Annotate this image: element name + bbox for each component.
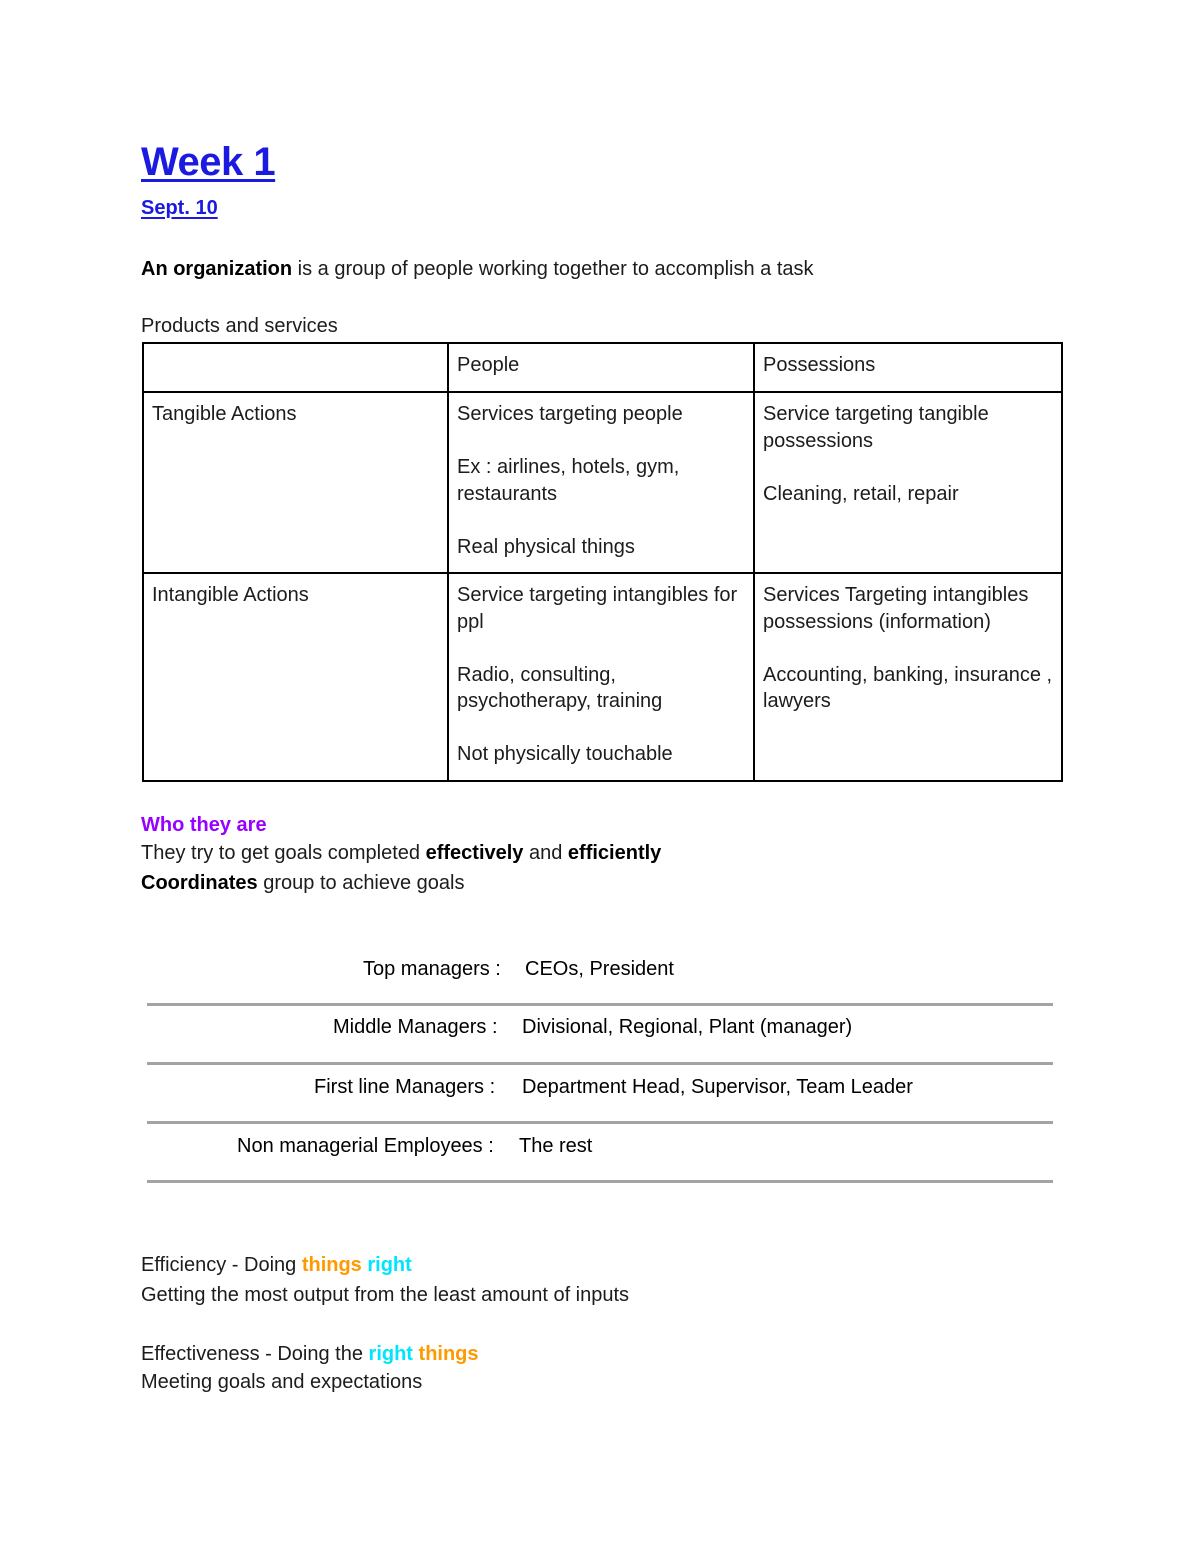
table-header-row bbox=[143, 343, 1062, 392]
cell-paragraph: Ex : airlines, hotels, gym, restaurants bbox=[457, 456, 680, 505]
coordinates-word: Coordinates bbox=[141, 872, 258, 894]
table-row-tangible bbox=[143, 392, 1062, 573]
cell-paragraph: Not physically touchable bbox=[457, 743, 673, 765]
cell-paragraph: Radio, consulting, psychotherapy, training bbox=[457, 663, 663, 712]
definition-term: An organization bbox=[141, 258, 293, 280]
page-title: Week 1 bbox=[141, 140, 276, 184]
cell-paragraph: Accounting, banking, insurance , lawyers bbox=[763, 663, 1053, 712]
hierarchy-label: Middle Managers : bbox=[333, 1016, 498, 1038]
things-word: things bbox=[301, 1254, 362, 1276]
cell-paragraph: Cleaning, retail, repair bbox=[763, 482, 959, 505]
things-word: things bbox=[418, 1343, 479, 1365]
hierarchy-label: Top managers : bbox=[363, 958, 501, 980]
effectively-word: effectively bbox=[425, 842, 524, 864]
hierarchy-divider bbox=[147, 1180, 1053, 1183]
hierarchy-value: Department Head, Supervisor, Team Leader bbox=[522, 1076, 913, 1098]
cell-paragraph: Real physical things bbox=[457, 535, 635, 558]
cell-paragraph: Service targeting tangible possessions bbox=[763, 403, 989, 452]
right-word: right bbox=[368, 1343, 413, 1365]
organization-definition bbox=[141, 256, 814, 282]
services-matrix-table bbox=[142, 342, 1063, 782]
efficiency-prefix: Efficiency - Doing bbox=[141, 1254, 302, 1276]
cell-paragraph: Service targeting intangibles for ppl bbox=[457, 584, 738, 633]
effectiveness-line bbox=[141, 1341, 479, 1367]
goals-text: They try to get goals completed bbox=[141, 842, 426, 864]
efficiency-description: Getting the most output from the least amount of inputs bbox=[141, 1284, 630, 1306]
hierarchy-divider bbox=[147, 1003, 1053, 1006]
hierarchy-row-top bbox=[147, 958, 1053, 1016]
hierarchy-label: First line Managers : bbox=[314, 1076, 496, 1098]
effectiveness-prefix: Effectiveness - Doing the bbox=[141, 1343, 369, 1365]
cell-tangible-possessions bbox=[754, 392, 1062, 573]
coordinates-line bbox=[141, 870, 465, 896]
coordinates-text: group to achieve goals bbox=[257, 872, 465, 894]
cell-paragraph: Services Targeting intangibles possessions (information) bbox=[763, 584, 1029, 633]
definition-text: is a group of people working together to accomplish a task bbox=[292, 258, 814, 280]
who-they-are-heading: Who they are bbox=[141, 814, 267, 836]
date-subtitle: Sept. 10 bbox=[141, 197, 218, 219]
hierarchy-row-non-managerial bbox=[147, 1135, 1053, 1193]
hierarchy-divider bbox=[147, 1062, 1053, 1065]
effectiveness-description: Meeting goals and expectations bbox=[141, 1371, 423, 1393]
row-label-tangible: Tangible Actions bbox=[143, 392, 448, 573]
hierarchy-value: Divisional, Regional, Plant (manager) bbox=[522, 1016, 853, 1038]
table-row-intangible bbox=[143, 573, 1062, 781]
efficiently-word: efficiently bbox=[567, 842, 662, 864]
cell-paragraph: Services targeting people bbox=[457, 403, 683, 425]
goals-line bbox=[141, 840, 661, 866]
table-header-cell-empty bbox=[143, 343, 448, 392]
hierarchy-label: Non managerial Employees : bbox=[237, 1135, 494, 1157]
hierarchy-value: The rest bbox=[519, 1135, 593, 1157]
cell-intangible-possessions bbox=[754, 573, 1062, 781]
hierarchy-divider bbox=[147, 1121, 1053, 1124]
table-header-possessions: Possessions bbox=[754, 343, 1062, 392]
cell-intangible-people bbox=[448, 573, 754, 781]
cell-tangible-people bbox=[448, 392, 754, 573]
row-label-intangible: Intangible Actions bbox=[143, 573, 448, 781]
hierarchy-row-middle bbox=[147, 1016, 1053, 1074]
products-label: Products and services bbox=[141, 315, 338, 337]
right-word: right bbox=[367, 1254, 412, 1276]
table-header-people: People bbox=[448, 343, 754, 392]
and-word: and bbox=[523, 842, 568, 864]
hierarchy-value: CEOs, President bbox=[525, 958, 674, 980]
hierarchy-row-first-line bbox=[147, 1076, 1053, 1134]
efficiency-line bbox=[141, 1252, 412, 1278]
